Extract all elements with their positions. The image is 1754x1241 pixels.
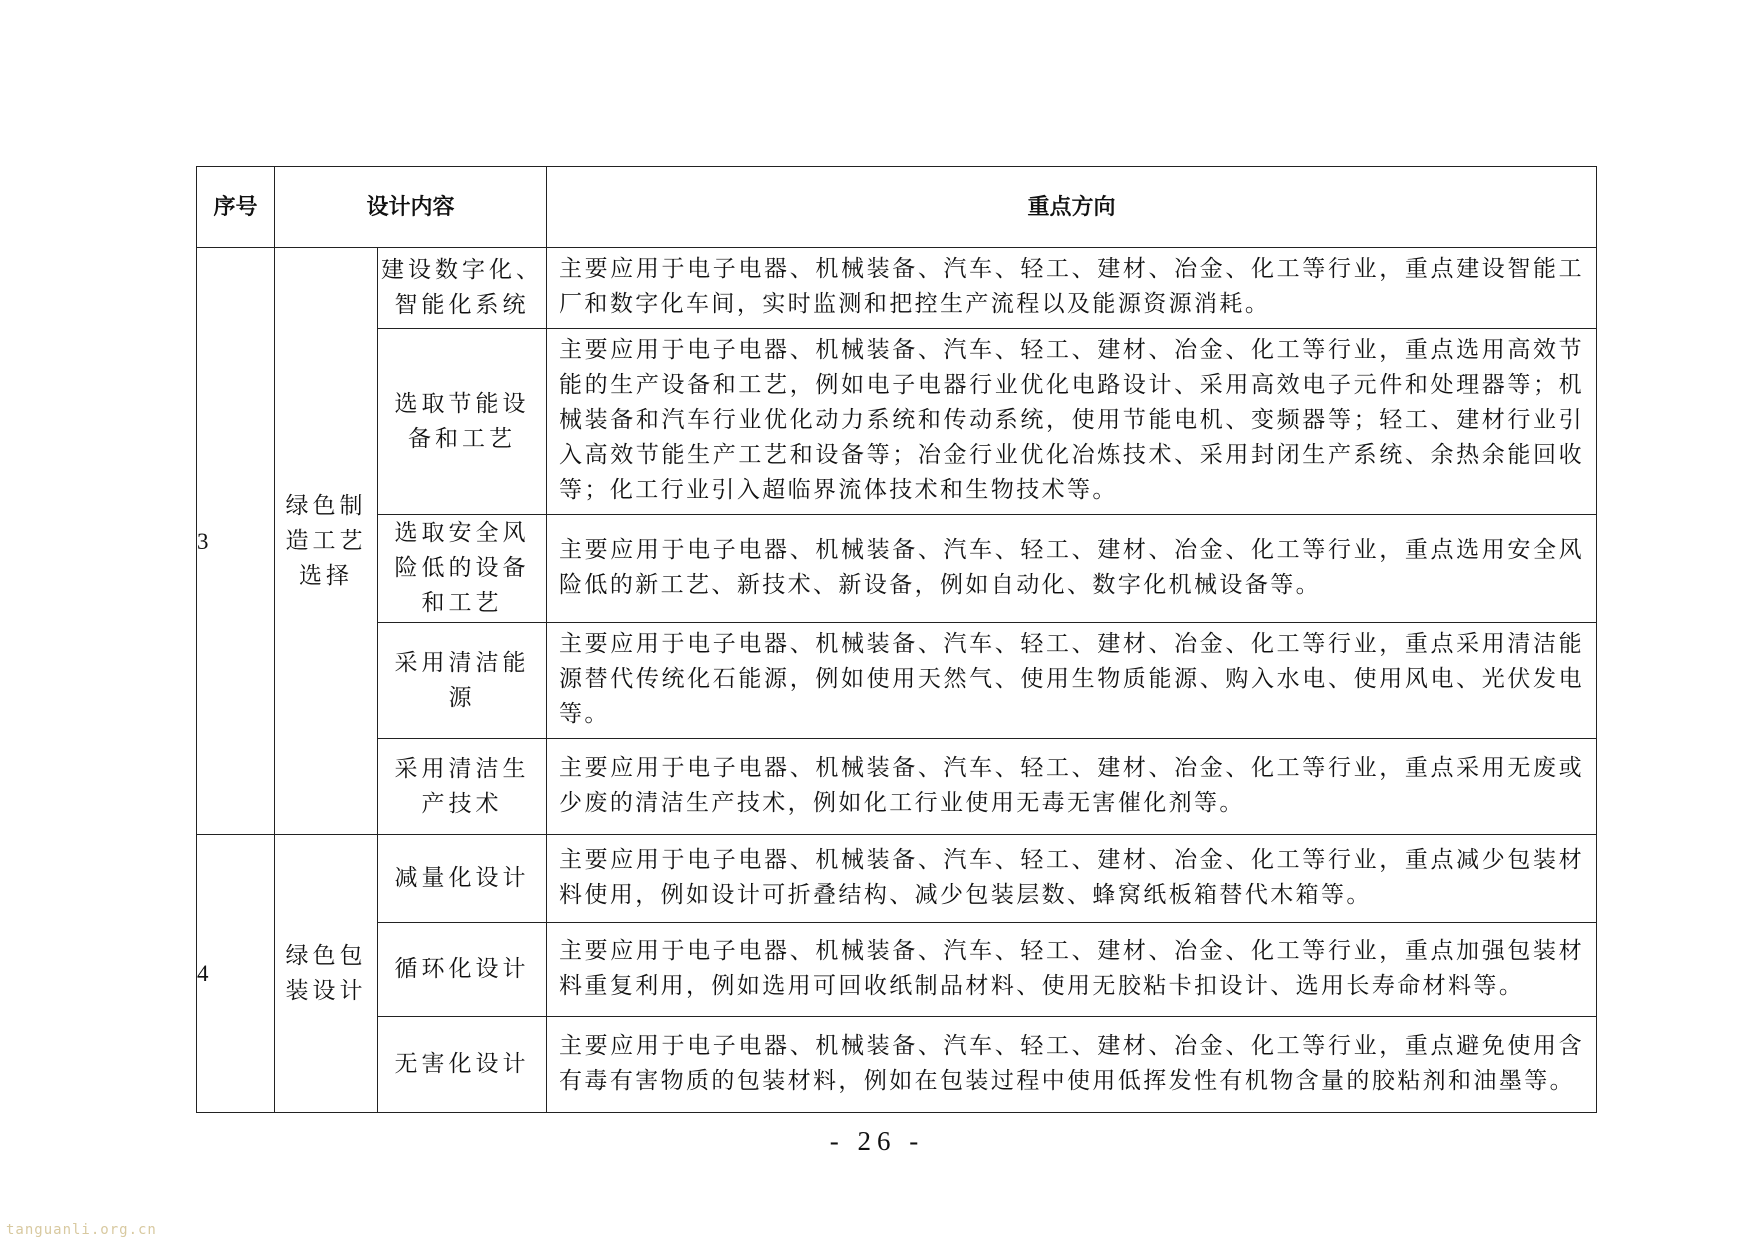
design-item: 建设数字化、 智能化系统: [378, 248, 547, 329]
direction-text: 主要应用于电子电器、机械装备、汽车、轻工、建材、冶金、化工等行业，重点采用无废或少废的清洁生产技术，例如化工行业使用无毒无害催化剂等。: [547, 739, 1597, 835]
direction-text: 主要应用于电子电器、机械装备、汽车、轻工、建材、冶金、化工等行业，重点加强包装材料重复利用，例如选用可回收纸制品材料、使用无胶粘卡扣设计、选用长寿命材料等。: [547, 923, 1597, 1017]
table-row: [197, 835, 1597, 923]
direction-text: 主要应用于电子电器、机械装备、汽车、轻工、建材、冶金、化工等行业，重点采用清洁能源替代传统化石能源，例如使用天然气、使用生物质能源、购入水电、使用风电、光伏发电等。: [547, 623, 1597, 739]
group-number: 3: [197, 248, 275, 835]
group-category: 绿色制 造工艺 选择: [275, 248, 378, 835]
table-row: [197, 923, 1597, 1017]
design-item: 无害化设计: [378, 1017, 547, 1113]
design-item: 选取节能设 备和工艺: [378, 329, 547, 515]
direction-text: 主要应用于电子电器、机械装备、汽车、轻工、建材、冶金、化工等行业，重点选用安全风险低的新工艺、新技术、新设备，例如自动化、数字化机械设备等。: [547, 515, 1597, 623]
watermark: tanguanli.org.cn: [6, 1222, 157, 1238]
header-key-direction: 重点方向: [547, 167, 1597, 248]
design-item: 采用清洁生 产技术: [378, 739, 547, 835]
header-design-content: 设计内容: [275, 167, 547, 248]
design-item: 减量化设计: [378, 835, 547, 923]
group-number: 4: [197, 835, 275, 1113]
group-category: 绿色包 装设计: [275, 835, 378, 1113]
table-header-row: [197, 167, 1597, 248]
table-row: [197, 739, 1597, 835]
header-no: 序号: [197, 167, 275, 248]
direction-text: 主要应用于电子电器、机械装备、汽车、轻工、建材、冶金、化工等行业，重点选用高效节能的生产设备和工艺，例如电子电器行业优化电路设计、采用高效电子元件和处理器等；机械装备和汽车行业优化动力系统和传动系统，使用节能电机、变频器等；轻工、建材行业引入高效节能生产工艺和设备等；冶金行业优化冶炼技术、采用封闭生产系统、余热余能回收等；化工行业引入超临界流体技术和生物技术等。: [547, 329, 1597, 515]
table-row: [197, 329, 1597, 515]
design-item: 采用清洁能 源: [378, 623, 547, 739]
direction-text: 主要应用于电子电器、机械装备、汽车、轻工、建材、冶金、化工等行业，重点避免使用含有毒有害物质的包装材料，例如在包装过程中使用低挥发性有机物含量的胶粘剂和油墨等。: [547, 1017, 1597, 1113]
design-direction-table: [196, 166, 1597, 1113]
table-row: [197, 623, 1597, 739]
page-number: - 26 -: [829, 1126, 925, 1156]
table-row: [197, 515, 1597, 623]
design-item: 选取安全风 险低的设备 和工艺: [378, 515, 547, 623]
design-item: 循环化设计: [378, 923, 547, 1017]
direction-text: 主要应用于电子电器、机械装备、汽车、轻工、建材、冶金、化工等行业，重点减少包装材料使用，例如设计可折叠结构、减少包装层数、蜂窝纸板箱替代木箱等。: [547, 835, 1597, 923]
direction-text: 主要应用于电子电器、机械装备、汽车、轻工、建材、冶金、化工等行业，重点建设智能工厂和数字化车间，实时监测和把控生产流程以及能源资源消耗。: [547, 248, 1597, 329]
table-row: [197, 248, 1597, 329]
table-row: [197, 1017, 1597, 1113]
